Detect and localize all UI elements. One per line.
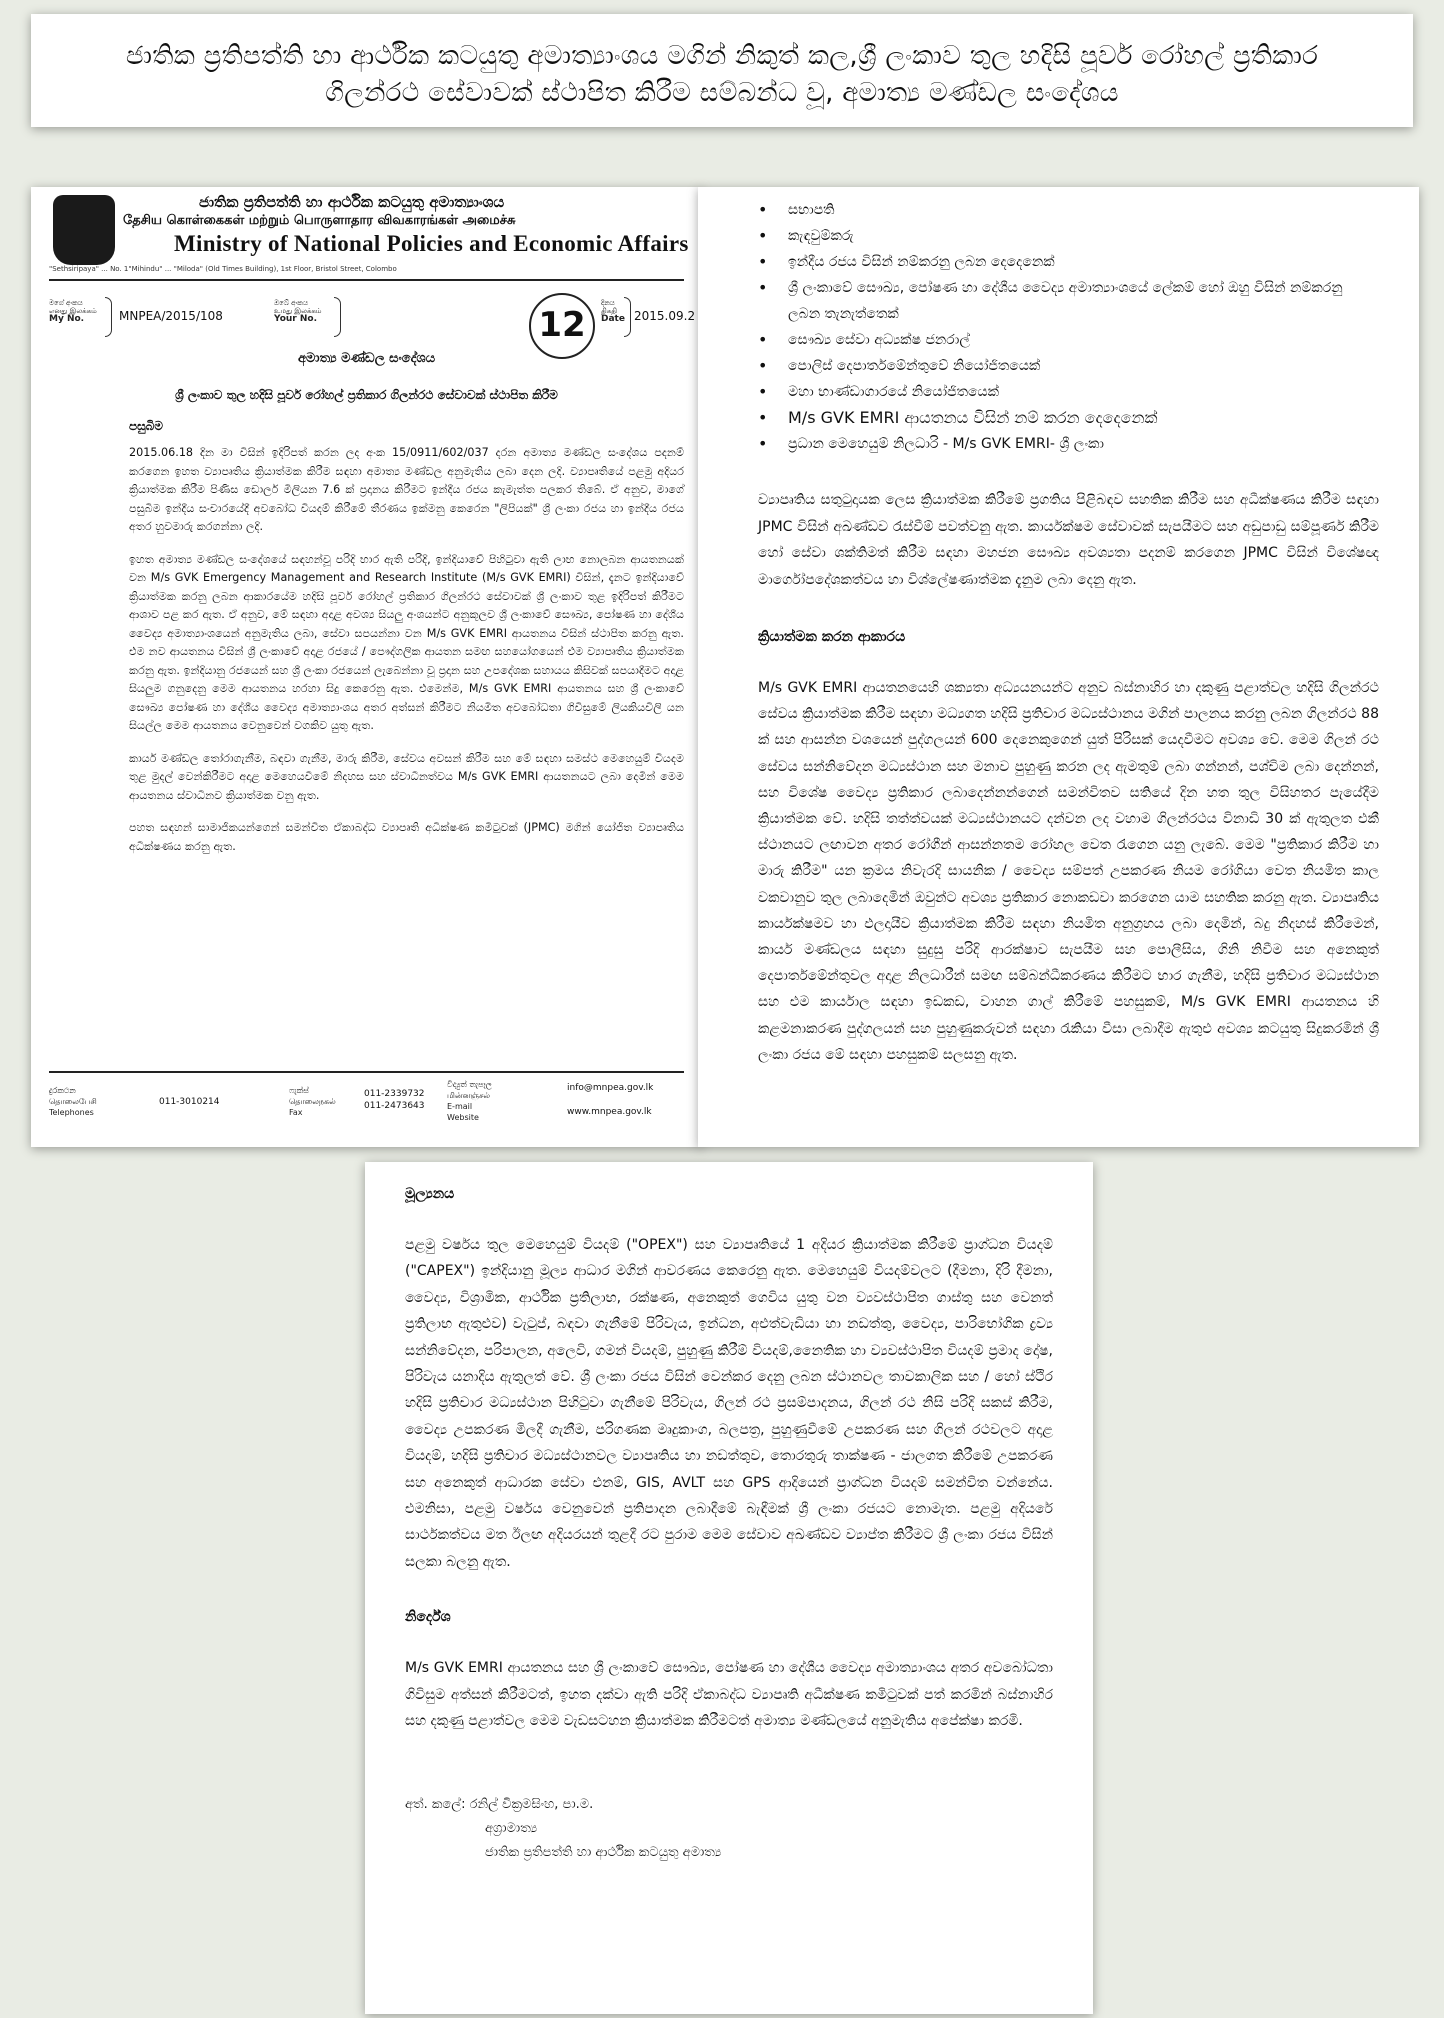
date-label: [601, 299, 625, 323]
section-background: පසුබිම: [129, 419, 163, 433]
fax-value-2: 011-2473643: [364, 1101, 425, 1111]
ministry-name-english: Ministry of National Policies and Economic Affairs: [174, 231, 689, 256]
your-no-label-si: ඔබේ අංකය: [274, 299, 308, 307]
my-no-label: [49, 299, 97, 323]
section-operation: ක්‍රියාත්මක කරන ආකාරය: [758, 629, 906, 645]
your-no-label-en: Your No.: [274, 314, 317, 324]
my-no-label-si: මගේ අංකය: [49, 299, 83, 307]
bracket: [624, 297, 631, 337]
section-recommendation: නිර්දේශ: [405, 1609, 451, 1626]
paragraph: කාර්ය මණ්ඩල තෝරාගැනීම, බඳවා ගැනීම, මාරු කිරීම, සේවය අවසන් කිරීම සහ මේ සඳහා සමස්ථ මෙහෙයුම් වියදම තුළ මුදල් වෙන්කිරීමට අදාළ මෙහෙයවීමේ නිදහස සහ ස්වාධීනත්වය M/s GVK EMRI ආයතනයට ලබා දෙමින් මෙම ආයතනය ස්වාධීනව ක්‍රියාත්මක වනු ඇත.: [129, 751, 684, 802]
letterhead-footer: [49, 1071, 684, 1129]
fax-label: [289, 1085, 336, 1118]
email-label-ta: மின்னஞ்சல்: [447, 1091, 491, 1100]
list-item: • සෞඛ්‍ය සේවා අධ්‍යක්ෂ ජනරාල්: [758, 327, 1379, 353]
list-item: • පොලිස් දෙපාර්තමේන්තුවේ නියෝජිතයෙක්: [758, 353, 1379, 379]
document-page-1: [31, 187, 702, 1147]
emblem-icon: [53, 195, 115, 265]
fax-label-ta: தொலைநகல்: [289, 1097, 336, 1106]
document-page-3: [365, 1162, 1093, 2014]
my-no-label-ta: எனது இலக்கம்: [49, 307, 97, 315]
list-item: • ඉන්දීය රජය විසින් නම්කරනු ලබන දෙදෙනෙක්: [758, 249, 1379, 275]
list-item: • කැඳවුම්කරු: [758, 223, 1379, 249]
website-value[interactable]: www.mnpea.gov.lk: [567, 1107, 652, 1117]
email-label: [447, 1079, 492, 1123]
fax-label-si: ෆැක්ස්: [289, 1086, 309, 1095]
date-label-en: Date: [601, 314, 625, 324]
my-no-label-en: My No.: [49, 314, 85, 324]
email-value[interactable]: info@mnpea.gov.lk: [567, 1083, 654, 1093]
seal-stamp: 12: [529, 293, 595, 359]
title-banner: [31, 14, 1413, 127]
paragraph: ඉහත අමාත්‍ය මණ්ඩල සංදේශයේ සඳහන්වූ පරිදි භාර ඇති පරිදි, ඉන්දියාවේ පිහිටුවා ඇති ලාභ නොලබන ආයතනයක් වන M/s GVK Emergency Management and Research Institute (M/s GVK EMRI) විසින්, දැනට ඉන්දියාවේ ක්‍රියාත්මක කරනු ලබන ආකාරයේම හදිසි පූර්ව රෝහල් ප්‍රතිකාර ගිලන්රථ සේවාවක් ශ්‍රී ලංකාව තුළ ඉදිරිපත් කිරීමට ආශාව පළ කර ඇත. ඒ අනුව, මේ සඳහා අදාළ අවශ්‍ය සියලු අංශයන්ට අනුකූලව ශ්‍රී ලංකාවේ සෞඛ්‍ය, පෝෂණ හා දේශීය වෛද්‍ය අමාත්‍යාංශයෙන් අනුමැතිය ලබා, සේවා සපයන්නා වන M/s GVK EMRI ආයතනය විසින් ස්ථාපිත කරනු ඇත. එම නව ආයතනය විසින් ශ්‍රී ලංකාවේ අදාළ රජයේ / පෞද්ගලික ආයතන සමඟ සහයෝගයෙන් එම ව්‍යාපෘතිය ක්‍රියාත්මක කරනු ඇත. ඉන්දියානු රජයෙන් සහ ශ්‍රී ලංකා රජයෙන් ලැබෙන්නා වූ ප්‍රදාන සහ උපදේශක සහායය කිසිවක් සපයාදීමට අදාළ සියලුම ගනුදෙනු මෙම ආයතනය හරහා සිදු කෙරෙනු ඇත. එමෙන්ම, M/s GVK EMRI ආයතනය සහ ශ්‍රී ලංකාවේ සෞඛ්‍ය පෝෂණ හා දේශීය වෛද්‍ය අමාත්‍යාංශය අතර අත්සන් කිරීමට නියමිත අවබෝධතා ගිවිසුමේ ලියකියවිලි යන සියල්ල මෙම ආයතනය වෙනුවෙන් වගකිව යුතු ඇත.: [129, 552, 684, 732]
ministry-name-tamil: தேசிய கொள்கைகள் மற்றும் பொருளாதார விவகாரங்கள் அமைச்சு: [123, 213, 516, 228]
bracket: [105, 297, 112, 337]
section-finance: මූල්‍යනය: [405, 1186, 455, 1202]
telephone-label-ta: தொலைபேசி: [49, 1097, 97, 1106]
paragraph: පහත සඳහන් සාමාජිකයන්ගෙන් සමන්විත ඒකාබද්ධ ව්‍යාපෘති අධීක්ෂණ කමිටුවක් (JPMC) මගින් යෝජිත ව්‍යාපෘතිය අධීක්ෂණය කරනු ඇත.: [129, 821, 684, 853]
telephone-label-en: Telephones: [49, 1108, 94, 1117]
signature-block: [405, 1793, 1053, 1865]
date-value: 2015.09.2: [634, 309, 696, 323]
reference-row: [49, 293, 696, 357]
website-label: Website: [447, 1113, 479, 1122]
ministry-address: "Sethsiripaya" ... No. 1"Mihindu" ... "Miloda" (Old Times Building), 1st Floor, Bristol Street, Colombo: [49, 265, 397, 273]
title-line-1: ජාතික ප්‍රතිපත්ති හා ආර්ථික කටයුතු අමාත්‍යාංශය මගින් නිකුත් කල,ශ්‍රී ලංකාව තුල හදිසි පූර්ව රෝහල් ප්‍රතිකාර: [125, 41, 1319, 71]
fax-value-1: 011-2339732: [364, 1089, 425, 1099]
list-item: • සභාපති: [758, 197, 1379, 223]
paragraph: ව්‍යාපෘතිය සතුටුදායක ලෙස ක්‍රියාත්මක කිරීමේ ප්‍රගතිය පිළිබඳව සහතික කිරීම සහ අධීක්ෂණය කිරීම සඳහා JPMC විසින් අඛණ්ඩව රැස්වීම් පවත්වනු ඇත. කාර්යක්ෂම සේවාවක් සැපයීමට සහ අඩුපාඩු සම්පූර්ණ කිරීම හෝ සේවා ශක්තිමත් කිරීම සඳහා මහජන සෞඛ්‍ය අවශ්‍යතා පදනම් කරගෙන JPMC විසින් විශේෂඥ මාර්ගෝපදේශකත්වය හා විශ්ලේෂණාත්මක දැනුම ලබා දෙනු ඇත.: [758, 492, 1379, 588]
my-no-value: MNPEA/2015/108: [119, 309, 223, 323]
fax-label-en: Fax: [289, 1108, 303, 1117]
signature-title: අග්‍රාමාත්‍ය: [485, 1820, 538, 1836]
ministry-name-sinhala: ජාතික ප්‍රතිපත්ති හා ආර්ථික කටයුතු අමාත්‍යාංශය: [199, 193, 505, 211]
email-label-en: E-mail: [447, 1102, 473, 1111]
signature-name: අත්. කලේ: රනිල් වික්‍රමසිංහ, පා.ම.: [405, 1796, 594, 1812]
date-label-ta: திகதி: [601, 307, 617, 315]
paragraph: M/s GVK EMRI ආයතනයෙහි ශක්‍යතා අධ්‍යයනයන්ට අනුව බස්නාහිර හා දකුණු පළාත්වල හදිසි ගිලන්රථ සේවය ක්‍රියාත්මක කිරීම සඳහා මධ්‍යගත හදිසි ප්‍රතිචාර මධ්‍යස්ථානය මගින් පාලනය කරනු ලබන ගිලන්රථ 88 ක් සහ ආසන්න වශයෙන් පුද්ගලයන් 600 දෙනෙකුගෙන් යුත් පිරිසක් යෙදවීමට අවශ්‍ය වේ. මෙම ගිලන් රථ සේවය සන්නිවේදන මධ්‍යස්ථාන සහ මනාව පුහුණු කරන ලද ඇමතුම් ලබා ගන්නන්, පශ්චිම ලබා දෙන්නන්, සහ විශේෂ වෛද්‍ය ප්‍රතිකාර ලබාදෙන්නන්ගෙන් සමන්විතව සතියේ දින හත තුල විසිහතර පැයේදීම ක්‍රියාත්මක වේ. හදිසි තත්ත්වයක් මධ්‍යස්ථානයට දන්වන ලද වහාම ගිලන්රථය විනාඩි 30 ක් ඇතුලත එකී ස්ථානයට ලඟාවන අතර රෝගීන් ආසන්නතම රෝහල වෙත රැගෙන යනු ලැබේ. මෙම "ප්‍රතිකාර කිරීම හා මාරු කිරීම" යන ක්‍රමය නිවැරදි සායනික / වෛද්‍ය සම්පත් උපකරණ නියම රෝගියා වෙත නියමිත කාල වකවානුව තුල ලබාදෙමින් ඔවුන්ට අවශ්‍ය ප්‍රතිකාර නොකඩවා කරගෙන යාම සහතික කරනු ඇත. ව්‍යාපෘතිය කාර්යක්ෂමව හා ඵලදායීව ක්‍රියාත්මක කිරීම සඳහා නියමිත අනුග්‍රහය ලබා දෙමින්, බදු නිදහස් කිරීමෙන්, කාර්ය මණ්ඩලය සඳහා සුදුසු පරිදි ආරක්ෂාව සැපයීම සහ පොලීසිය, ගිනි නිවීම සහ අනෙකුත් දෙපාර්තමේන්තුවල අදාළ නිලධාරීන් සමඟ සම්බන්ධීකරණය කිරීමට භාර ගැනීම, හදිසි ප්‍රතිචාර මධ්‍යස්ථාන සහ එම කාර්යාල සඳහා ඉඩකඩ, වාහන ගාල් කිරීමේ පහසුකම්, M/s GVK EMRI ආයතනය හි කළමනාකරණ පුද්ගලයන් සහ පුහුණුකරුවන් සඳහා රැකියා වීසා ලබාදීම ඇතුළු අවශ්‍ය කටයුතු සිදුකරමින් ශ්‍රී ලංකා රජය මේ සඳහා පහසුකම් සලසනු ඇත.: [758, 680, 1379, 1063]
paragraph: පළමු වර්ෂය තුල මෙහෙයුම් වියදම් ("OPEX") සහ ව්‍යාපෘතියේ 1 අදියර ක්‍රියාත්මක කිරීමේ ප්‍රාග්ධන වියදම් ("CAPEX") ඉන්දියානු මූල්‍ය ආධාර මගින් ආවරණය කෙරෙනු ඇත. මෙහෙයුම් වියදම්වලට (දීමනා, දිරි දීමනා, වෛද්‍ය, විශ්‍රාමික, ආර්ථික ප්‍රතිලාභ, රක්ෂණ, අනෙකුත් ගෙවිය යුතු වන ව්‍යවස්ථාපිත ගාස්තු සහ වෙනත් ප්‍රතිලාභ ඇතුළුව) වැටුප්, බඳවා ගැනීමේ පිරිවැය, ඉන්ධන, අළුත්වැඩියා හා නඩත්තු, වෛද්‍ය, පාරිභෝගික ද්‍රව්‍ය සන්නිවේදන, පරිපාලන, අලෙවි, ගමන් වියදම්, පුහුණු කිරීම් වියදම්,නෛතික හා ව්‍යවස්ථාපිත වියදම් ප්‍රමාද දෝෂ, පිරිවැය යනාදිය ඇතුලත් වේ. ශ්‍රී ලංකා රජය විසින් වෙන්කර දෙනු ලබන ස්ථානවල තාවකාලික සහ / හෝ ස්ථිර හදිසි ප්‍රතිචාර මධ්‍යස්ථාන පිහිටුවා ගැනීමේ පිරිවැය, ගිලන් රථ ප්‍රසම්පාදනය, ගිලන් රථ නිසි පරිදි සකස් කිරීම, වෛද්‍ය උපකරණ මිලදී ගැනීම, පරිගණක මෘදුකාංග, බලපත්‍ර, පුහුණුවීමේ උපකරණ සහ ගිලන් රථවලට අදාළ වියදම්, හදිසි ප්‍රතිචාර මධ්‍යස්ථානවල ව්‍යාපෘතිය හා නඩත්තුව, තොරතුරු තාක්ෂණ - ජාලගත කිරීමේ උපකරණ සහ අනෙකුත් ආධාරක සේවා එනම්, GIS, AVLT සහ GPS ආදියෙන් ප්‍රාග්ධන වියදම් සමන්විත වන්නේය. එමනිසා, පළමු වර්ෂය වෙනුවෙන් ප්‍රතිපාදන ලබාදීමේ බැඳීමක් ශ්‍රී ලංකා රජයට නොමැත. පළමු අදියරේ සාර්ථකත්වය මත ඊලඟ අදියරයන් තුළදී රට පුරාම මෙම සේවාව අඛණ්ඩව ව්‍යාප්ත කිරීමට ශ්‍රී ලංකා රජය විසින් සලකා බලනු ඇත.: [405, 1237, 1053, 1570]
letterhead: [49, 187, 689, 281]
paragraph: 2015.06.18 දින මා විසින් ඉදිරිපත් කරන ලද අංක 15/0911/602/037 දරන අමාත්‍ය මණ්ඩල සංදේශය පදනම් කරගෙන ඉහත ව්‍යාපෘතිය ක්‍රියාත්මක කිරීම සඳහා අමාත්‍ය මණ්ඩල අනුමැතිය ලබා දෙන ලදි. ව්‍යාපෘතියේ පළමු අදියර ක්‍රියාත්මක කිරීම පිණිස ඩොලර් මිලියන 7.6 ක් ප්‍රදානය කිරීමට ඉන්දීය රජය කැමැත්ත පලකර තිබේ. ඒ අනුව, මාගේ පසුබිම ඉන්දීය සංචාරයේදී අවබෝධ වියදම් කිරීමේ තීරණය ඉක්මනු කෙරෙන "ලිපියක්" ශ්‍රී ලංකා රජය හා ඉන්දීය රජය අතර හුවමාරු කරගන්නා ලදි.: [129, 446, 684, 533]
your-no-label: [274, 299, 322, 323]
list-item: • ශ්‍රී ලංකාවේ සෞඛ්‍ය, පෝෂණ හා දේශීය වෛද්‍ය අමාත්‍යාංශයේ ලේකම් හෝ ඔහු විසින් නම්කරනු ලබන තැනැත්තෙක්: [758, 275, 1379, 327]
telephone-value: 011-3010214: [159, 1097, 220, 1107]
document-page-2: [698, 187, 1419, 1147]
memo-subject: ශ්‍රී ලංකාව තුල හදිසි පූර්ව රෝහල් ප්‍රතිකාර ගිලන්රථ සේවාවක් ස්ථාපිත කිරීම: [175, 388, 558, 402]
bracket: [334, 297, 341, 337]
paragraph: M/s GVK EMRI ආයතනය සහ ශ්‍රී ලංකාවේ සෞඛ්‍ය, පෝෂණ හා දේශීය වෛද්‍ය අමාත්‍යාංශය අතර අවබෝධතා ගිවිසුම අත්සන් කිරීමටත්, ඉහත දක්වා ඇති පරිදි ඒකාබද්ධ ව්‍යාපෘති අධීක්ෂණ කමිටුවක් පත් කරමින් බස්නාහිර සහ දකුණු පළාත්වල මෙම වැඩසටහන ක්‍රියාත්මක කිරීමටත් අමාත්‍ය මණ්ඩලයේ අනුමැතිය අපේක්ෂා කරමි.: [405, 1660, 1053, 1730]
committee-member-list: [758, 197, 1379, 457]
telephone-label-si: දුරකථන: [49, 1086, 76, 1095]
title-line-2: ගිලන්රථ සේවාවක් ස්ථාපිත කිරීම සම්බන්ධ වූ, අමාත්‍ය මණ්ඩල සංදේශය: [325, 78, 1119, 108]
date-label-si: දිනය: [601, 299, 615, 307]
signature-office: ජාතික ප්‍රතිපත්ති හා ආර්ථික කටයුතු අමාත්‍ය: [485, 1844, 722, 1860]
email-label-si: විද්‍යුත් තැපෑල: [447, 1080, 492, 1089]
list-item: • ප්‍රධාන මෙහෙයුම් නිලධාරි - M/s GVK EMRI- ශ්‍රී ලංකා: [758, 431, 1379, 457]
memo-heading: අමාත්‍ය මණ්ඩල සංදේශය: [297, 351, 436, 366]
your-no-label-ta: உமது இலக்கம்: [274, 307, 322, 315]
list-item: • මහා භාණ්ඩාගාරයේ නියෝජිතයෙක්: [758, 379, 1379, 405]
list-item: • M/s GVK EMRI ආයතනය විසින් නම් කරන දෙදෙනෙක්: [758, 405, 1379, 431]
telephone-label: [49, 1085, 97, 1118]
